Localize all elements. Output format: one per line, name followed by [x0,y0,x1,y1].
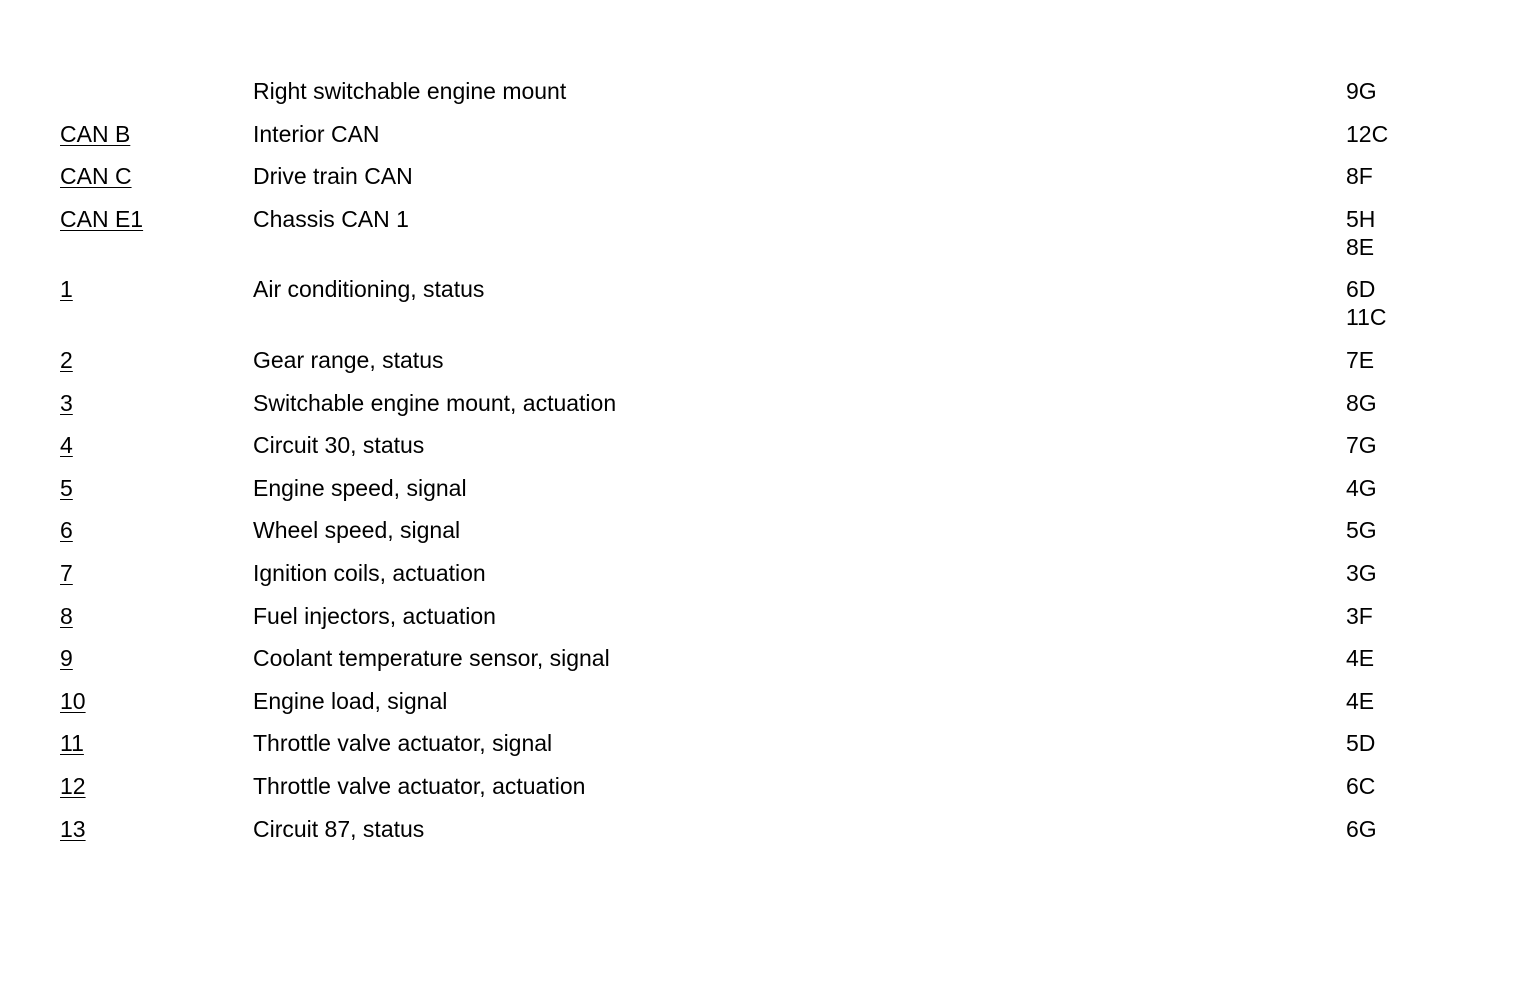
grid-reference-cell [1346,275,1480,346]
legend-row [60,687,1480,730]
grid-reference-cell [1346,815,1480,858]
code-link[interactable]: 7 [60,559,73,586]
description-cell: Engine load, signal [253,687,448,714]
code-cell [60,389,253,432]
grid-reference-cell [1346,120,1480,163]
grid-reference-cell [1346,346,1480,389]
code-cell [60,516,253,559]
description-cell: Interior CAN [253,120,380,147]
description-cell: Chassis CAN 1 [253,205,409,232]
legend-row [60,162,1480,205]
grid-reference-cell [1346,602,1480,645]
legend-body [60,77,1480,857]
code-link[interactable]: 12 [60,772,86,799]
grid-reference: 12C [1346,120,1389,147]
code-link[interactable]: 5 [60,474,73,501]
grid-reference-cell [1346,559,1480,602]
description-cell: Circuit 87, status [253,815,425,842]
legend-row [60,516,1480,559]
legend-row [60,77,1480,120]
legend-row [60,559,1480,602]
grid-reference: 8G [1346,389,1377,416]
legend-row [60,120,1480,163]
code-cell [60,559,253,602]
code-cell [60,120,253,163]
description-cell: Ignition coils, actuation [253,559,486,586]
grid-reference: 3G [1346,559,1377,586]
code-cell [60,474,253,517]
code-cell [60,77,253,120]
legend-row [60,815,1480,858]
grid-reference-cell [1346,474,1480,517]
grid-reference-cell [1346,516,1480,559]
code-link[interactable]: CAN E1 [60,205,144,232]
grid-reference: 4E [1346,645,1375,672]
legend-row [60,275,1480,346]
grid-reference: 7E [1346,346,1375,373]
code-link[interactable]: CAN C [60,163,132,190]
description-cell: Wheel speed, signal [253,517,461,544]
grid-reference: 7G [1346,432,1377,459]
grid-reference: 5H [1346,205,1376,232]
grid-reference-cell [1346,77,1480,120]
description-cell: Gear range, status [253,346,444,373]
signal-legend-table [60,77,1480,857]
description-cell: Fuel injectors, actuation [253,602,496,629]
code-cell [60,772,253,815]
legend-row [60,389,1480,432]
grid-reference: 6C [1346,772,1376,799]
legend-row [60,644,1480,687]
grid-reference-cell [1346,205,1480,276]
description-cell: Coolant temperature sensor, signal [253,645,610,672]
description-cell: Engine speed, signal [253,474,467,501]
code-cell [60,431,253,474]
code-cell [60,687,253,730]
code-link[interactable]: 6 [60,517,73,544]
grid-reference: 5D [1346,730,1376,757]
grid-reference-cell [1346,389,1480,432]
code-link[interactable]: 3 [60,389,73,416]
legend-row [60,431,1480,474]
code-cell [60,644,253,687]
code-cell [60,815,253,858]
grid-reference-cell [1346,644,1480,687]
grid-reference: 3F [1346,602,1373,629]
description-cell: Air conditioning, status [253,276,485,303]
grid-reference: 6G [1346,815,1377,842]
grid-reference: 8E [1346,233,1375,260]
code-link[interactable]: 13 [60,815,86,842]
grid-reference: 8F [1346,163,1373,190]
code-link[interactable]: 10 [60,687,86,714]
grid-reference-cell [1346,162,1480,205]
description-cell: Switchable engine mount, actuation [253,389,617,416]
legend-row [60,729,1480,772]
description-cell: Drive train CAN [253,163,413,190]
grid-reference: 4E [1346,687,1375,714]
code-link[interactable]: 2 [60,346,73,373]
code-cell [60,602,253,645]
legend-row [60,772,1480,815]
grid-reference: 11C [1346,304,1387,331]
code-link[interactable]: CAN B [60,120,131,147]
code-cell [60,205,253,276]
code-link[interactable]: 9 [60,645,73,672]
grid-reference-cell [1346,687,1480,730]
code-cell [60,162,253,205]
grid-reference-cell [1346,772,1480,815]
code-cell [60,729,253,772]
legend-row [60,474,1480,517]
code-link[interactable]: 4 [60,432,73,459]
legend-row [60,346,1480,389]
grid-reference: 9G [1346,78,1377,104]
code-cell [60,275,253,346]
description-cell: Right switchable engine mount [253,78,567,104]
code-link[interactable]: 11 [60,730,84,757]
grid-reference: 6D [1346,276,1376,303]
code-cell [60,346,253,389]
legend-row [60,205,1480,276]
description-cell: Throttle valve actuator, actuation [253,772,586,799]
legend-row [60,602,1480,645]
grid-reference: 4G [1346,474,1377,501]
code-link[interactable]: 8 [60,602,73,629]
code-link[interactable]: 1 [60,276,73,303]
grid-reference: 5G [1346,517,1377,544]
description-cell: Circuit 30, status [253,432,425,459]
grid-reference-cell [1346,729,1480,772]
description-cell: Throttle valve actuator, signal [253,730,553,757]
grid-reference-cell [1346,431,1480,474]
